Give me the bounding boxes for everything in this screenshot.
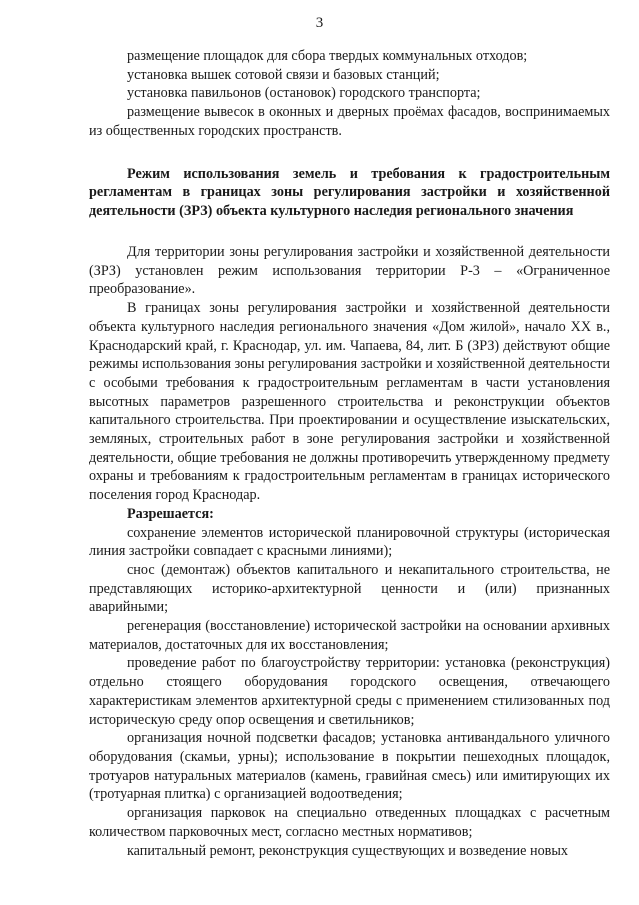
intro-item: установка вышек сотовой связи и базовых станций; [127,66,440,83]
allowed-item: проведение работ по благоустройству территории: установка (реконструкция) отдельно стоящего оборудования городского освещения, отвечающего характеристикам элементов архитектурной среды с применением стилизованных под историческую среду опор освещения и светильников; [89,655,610,728]
allowed-item: снос (демонтаж) объектов капитального и некапитального строительства, не представляющих историко-архитектурной ценности и (или) признанных аварийными; [89,561,610,616]
allowed-item: регенерация (восстановление) исторической застройки на основании архивных материалов, достаточных для их восстановления; [89,618,610,653]
page-number: 3 [315,15,324,31]
intro-item: установка павильонов (остановок) городского транспорта; [127,85,481,102]
section-heading: Режим использования земель и требования к градостроительным регламентам в границах зоны регулирования застройки и хозяйственной деятельности (ЗРЗ) объекта культурного наследия регионального значения [89,165,610,219]
allowed-heading: Разрешается: [127,505,214,522]
allowed-item: сохранение элементов исторической планировочной структуры (историческая линия застройки совпадает с красными линиями); [89,524,610,560]
document-body [89,47,610,860]
allowed-item: организация парковок на специально отведенных площадках с расчетным количеством парковочных мест, согласно местных нормативов; [89,805,610,840]
allowed-item: капитальный ремонт, реконструкция существующих и возведение новых [127,842,568,859]
body-paragraph: В границах зоны регулирования застройки и хозяйственной деятельности объекта культурного наследия регионального значения «Дом жилой», начало XX в., Краснодарский край, г. Краснодар, ул. им. Чапаева, 84, лит. Б (ЗРЗ) действуют общие режимы использования зоны регулирования застройки и хозяйственной деятельности с особыми требования к градостроительным регламентам в части установления высотных параметров разрешенного строительства и реконструкции объектов капитального строительства. При проектировании и осуществление изыскательских, земляных, строительных работ в зоне регулирования застройки и хозяйственной деятельности, общие требования не должны противоречить утвержденному предмету охраны и требованиям к градостроительным регламентам в границах исторического поселения город Краснодар. [89,300,610,504]
intro-item: размещение вывесок в оконных и дверных проёмах фасадов, воспринимаемых из общественных городских пространств. [89,104,610,139]
allowed-item: организация ночной подсветки фасадов; установка антивандального уличного оборудования (скамьи, урны); использование в покрытии пешеходных площадок, тротуаров натуральных материалов (камень, гравийная смесь) или имитирующих их (тротуарная плитка) с организацией водоотведения; [89,730,610,803]
body-paragraph: Для территории зоны регулирования застройки и хозяйственной деятельности (ЗРЗ) установлен режим использования территории Р-3 – «Ограниченное преобразование». [89,244,610,298]
intro-item: размещение площадок для сбора твердых коммунальных отходов; [127,48,528,64]
